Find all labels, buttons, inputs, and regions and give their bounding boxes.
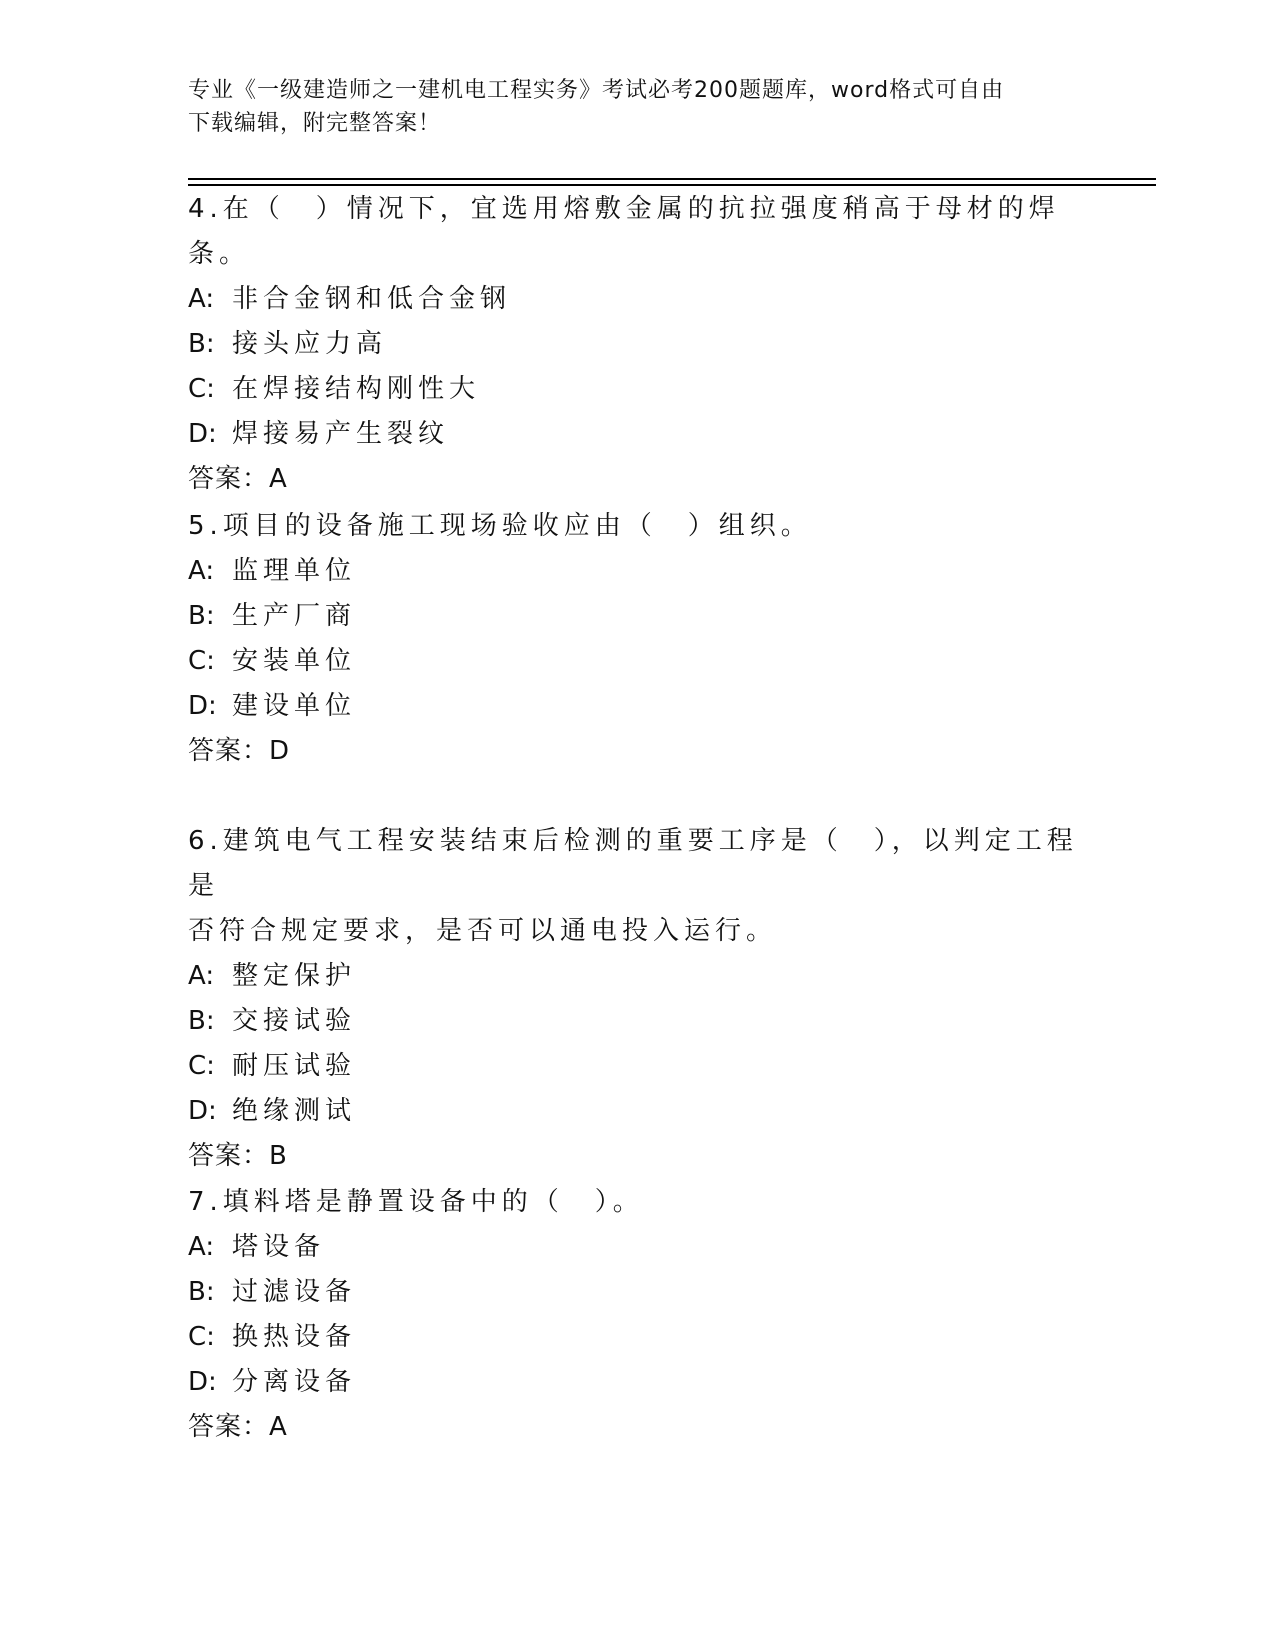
- option-letter: A:: [188, 284, 215, 314]
- option-letter: B:: [188, 601, 215, 631]
- option-d: [188, 684, 1088, 729]
- option-text: 接头应力高: [232, 329, 388, 359]
- option-b: [188, 594, 1088, 639]
- option-b: [188, 322, 1088, 367]
- header-divider-top: [188, 178, 1156, 180]
- question-stem: 5.项目的设备施工现场验收应由（ ）组织。: [188, 511, 812, 541]
- option-letter: C:: [188, 1051, 215, 1081]
- document-header: [188, 74, 1068, 140]
- option-text: 耐压试验: [232, 1051, 357, 1081]
- option-letter: C:: [188, 374, 215, 404]
- option-letter: D:: [188, 1096, 217, 1126]
- option-text: 焊接易产生裂纹: [232, 419, 450, 449]
- option-d: [188, 1089, 1088, 1134]
- option-a: [188, 277, 1088, 322]
- option-text: 分离设备: [232, 1367, 357, 1397]
- answer-line: 答案：B: [188, 1141, 288, 1171]
- option-b: [188, 999, 1088, 1044]
- option-a: [188, 549, 1088, 594]
- question-stem-line-1: 6.建筑电气工程安装结束后检测的重要工序是（ ），以判定工程是: [188, 826, 1078, 901]
- question-7: [188, 1180, 1088, 1450]
- option-letter: B:: [188, 1006, 215, 1036]
- question-6: [188, 819, 1088, 1179]
- option-text: 整定保护: [232, 961, 357, 991]
- answer-line: 答案：A: [188, 464, 288, 494]
- option-text: 绝缘测试: [232, 1096, 357, 1126]
- option-letter: C:: [188, 646, 215, 676]
- option-letter: D:: [188, 419, 217, 449]
- option-c: [188, 1315, 1088, 1360]
- option-d: [188, 1360, 1088, 1405]
- header-line-2: 下载编辑，附完整答案！: [188, 111, 442, 136]
- option-c: [188, 639, 1088, 684]
- header-divider-bottom: [188, 184, 1156, 186]
- question-5: [188, 504, 1088, 774]
- option-text: 换热设备: [232, 1322, 357, 1352]
- option-text: 在焊接结构刚性大: [232, 374, 481, 404]
- option-text: 监理单位: [232, 556, 357, 586]
- option-letter: A:: [188, 556, 215, 586]
- option-c: [188, 367, 1088, 412]
- option-text: 过滤设备: [232, 1277, 357, 1307]
- option-letter: B:: [188, 329, 215, 359]
- option-text: 生产厂商: [232, 601, 357, 631]
- option-d: [188, 412, 1088, 457]
- option-text: 塔设备: [232, 1232, 326, 1262]
- question-4: [188, 187, 1088, 502]
- option-letter: D:: [188, 691, 217, 721]
- option-text: 交接试验: [232, 1006, 357, 1036]
- option-a: [188, 954, 1088, 999]
- option-a: [188, 1225, 1088, 1270]
- option-text: 非合金钢和低合金钢: [232, 284, 512, 314]
- question-stem: 7.填料塔是静置设备中的（ ）。: [188, 1187, 644, 1217]
- option-letter: A:: [188, 1232, 215, 1262]
- option-text: 安装单位: [232, 646, 357, 676]
- option-b: [188, 1270, 1088, 1315]
- question-stem-line-2: 否符合规定要求，是否可以通电投入运行。: [188, 916, 778, 946]
- option-letter: C:: [188, 1322, 215, 1352]
- option-letter: B:: [188, 1277, 215, 1307]
- answer-line: 答案：D: [188, 736, 291, 766]
- answer-line: 答案：A: [188, 1412, 288, 1442]
- option-letter: D:: [188, 1367, 217, 1397]
- option-letter: A:: [188, 961, 215, 991]
- header-line-1: 专业《一级建造师之一建机电工程实务》考试必考200题题库，word格式可自由: [188, 78, 1005, 103]
- option-text: 建设单位: [232, 691, 357, 721]
- option-c: [188, 1044, 1088, 1089]
- question-stem: 4.在（ ）情况下，宜选用熔敷金属的抗拉强度稍高于母材的焊条。: [188, 194, 1060, 269]
